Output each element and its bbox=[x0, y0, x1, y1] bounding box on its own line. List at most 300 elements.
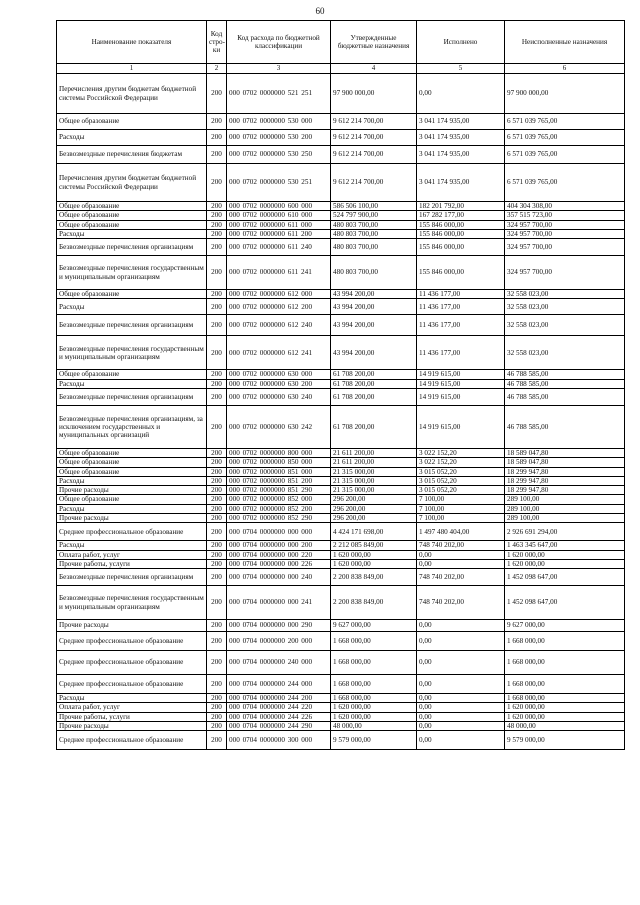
table-row bbox=[57, 256, 625, 290]
column-number-row bbox=[57, 64, 625, 74]
cell-code: 200 bbox=[207, 620, 227, 632]
table-row bbox=[57, 721, 625, 730]
table-row bbox=[57, 239, 625, 256]
cell-code: 200 bbox=[207, 146, 227, 164]
cell-unexecuted: 1 620 000,00 bbox=[505, 703, 625, 712]
cell-executed: 11 436 177,00 bbox=[417, 315, 505, 336]
cell-unexecuted: 324 957 700,00 bbox=[505, 220, 625, 229]
cell-code: 200 bbox=[207, 130, 227, 146]
cell-name: Общее образование bbox=[57, 448, 207, 457]
cell-code: 200 bbox=[207, 379, 227, 388]
cell-bk: 000 0702 0000000 851 000 bbox=[227, 467, 331, 476]
cell-unexecuted: 1 668 000,00 bbox=[505, 675, 625, 694]
cell-code: 200 bbox=[207, 202, 227, 211]
cell-unexecuted: 48 000,00 bbox=[505, 721, 625, 730]
cell-name: Общее образование bbox=[57, 290, 207, 299]
cell-unexecuted: 1 620 000,00 bbox=[505, 550, 625, 559]
cell-name: Общее образование bbox=[57, 495, 207, 504]
table-row bbox=[57, 703, 625, 712]
cell-bk: 000 0702 0000000 611 240 bbox=[227, 239, 331, 256]
cell-unexecuted: 46 788 585,00 bbox=[505, 370, 625, 379]
cell-code: 200 bbox=[207, 731, 227, 750]
table-row bbox=[57, 486, 625, 495]
column-number: 1 bbox=[57, 64, 207, 74]
cell-unexecuted: 18 589 047,80 bbox=[505, 448, 625, 457]
cell-executed: 11 436 177,00 bbox=[417, 299, 505, 315]
table-row bbox=[57, 130, 625, 146]
cell-bk: 000 0702 0000000 851 200 bbox=[227, 476, 331, 485]
cell-executed: 14 919 615,00 bbox=[417, 379, 505, 388]
header-unexecuted-appropriations: Неисполненные назначения bbox=[505, 21, 625, 64]
table-row bbox=[57, 211, 625, 220]
cell-executed: 0,00 bbox=[417, 694, 505, 703]
cell-name: Общее образование bbox=[57, 220, 207, 229]
cell-bk: 000 0704 0000000 244 226 bbox=[227, 712, 331, 721]
cell-approved: 1 668 000,00 bbox=[331, 675, 417, 694]
cell-name: Среднее профессиональное образование bbox=[57, 632, 207, 651]
table-row bbox=[57, 651, 625, 675]
cell-executed: 155 846 000,00 bbox=[417, 239, 505, 256]
cell-approved: 2 200 838 849,00 bbox=[331, 569, 417, 586]
cell-unexecuted: 9 627 000,00 bbox=[505, 620, 625, 632]
cell-unexecuted: 1 463 345 647,00 bbox=[505, 541, 625, 550]
cell-unexecuted: 46 788 585,00 bbox=[505, 379, 625, 388]
table-row bbox=[57, 586, 625, 620]
cell-unexecuted: 18 299 947,80 bbox=[505, 467, 625, 476]
cell-code: 200 bbox=[207, 211, 227, 220]
column-number: 4 bbox=[331, 64, 417, 74]
table-row bbox=[57, 299, 625, 315]
column-number: 6 bbox=[505, 64, 625, 74]
cell-code: 200 bbox=[207, 523, 227, 541]
cell-name: Общее образование bbox=[57, 202, 207, 211]
cell-executed: 1 497 480 404,00 bbox=[417, 523, 505, 541]
cell-name: Безвозмездные перечисления организациям bbox=[57, 239, 207, 256]
cell-bk: 000 0702 0000000 612 240 bbox=[227, 315, 331, 336]
cell-unexecuted: 32 558 023,00 bbox=[505, 299, 625, 315]
cell-approved: 296 200,00 bbox=[331, 513, 417, 522]
cell-name: Общее образование bbox=[57, 467, 207, 476]
cell-executed: 7 100,00 bbox=[417, 504, 505, 513]
cell-name: Оплата работ, услуг bbox=[57, 550, 207, 559]
table-row bbox=[57, 164, 625, 202]
cell-name: Расходы bbox=[57, 504, 207, 513]
cell-code: 200 bbox=[207, 651, 227, 675]
cell-executed: 0,00 bbox=[417, 632, 505, 651]
cell-bk: 000 0704 0000000 000 226 bbox=[227, 559, 331, 568]
cell-approved: 4 424 171 698,00 bbox=[331, 523, 417, 541]
cell-approved: 43 994 200,00 bbox=[331, 299, 417, 315]
page-number: 60 bbox=[315, 6, 325, 16]
cell-code: 200 bbox=[207, 632, 227, 651]
cell-code: 200 bbox=[207, 569, 227, 586]
cell-name: Прочие расходы bbox=[57, 513, 207, 522]
cell-name: Среднее профессиональное образование bbox=[57, 731, 207, 750]
table-row bbox=[57, 405, 625, 448]
cell-bk: 000 0702 0000000 611 200 bbox=[227, 229, 331, 238]
table-row bbox=[57, 694, 625, 703]
cell-executed: 0,00 bbox=[417, 559, 505, 568]
column-number: 5 bbox=[417, 64, 505, 74]
cell-bk: 000 0702 0000000 630 242 bbox=[227, 405, 331, 448]
cell-code: 200 bbox=[207, 299, 227, 315]
cell-approved: 61 708 200,00 bbox=[331, 370, 417, 379]
table-body bbox=[57, 74, 625, 750]
cell-bk: 000 0702 0000000 530 251 bbox=[227, 164, 331, 202]
cell-approved: 9 612 214 700,00 bbox=[331, 146, 417, 164]
column-number: 3 bbox=[227, 64, 331, 74]
cell-bk: 000 0702 0000000 630 000 bbox=[227, 370, 331, 379]
cell-name: Расходы bbox=[57, 476, 207, 485]
cell-executed: 0,00 bbox=[417, 620, 505, 632]
table-row bbox=[57, 315, 625, 336]
cell-name: Безвозмездные перечисления организациям bbox=[57, 315, 207, 336]
cell-code: 200 bbox=[207, 370, 227, 379]
cell-unexecuted: 18 299 947,80 bbox=[505, 486, 625, 495]
header-approved-appropriations: Утвержденные бюджетные назначения bbox=[331, 21, 417, 64]
cell-bk: 000 0704 0000000 000 000 bbox=[227, 523, 331, 541]
table-row bbox=[57, 202, 625, 211]
cell-unexecuted: 1 668 000,00 bbox=[505, 694, 625, 703]
cell-name: Оплата работ, услуг bbox=[57, 703, 207, 712]
cell-unexecuted: 324 957 700,00 bbox=[505, 256, 625, 290]
cell-executed: 0,00 bbox=[417, 651, 505, 675]
cell-unexecuted: 32 558 023,00 bbox=[505, 290, 625, 299]
cell-executed: 11 436 177,00 bbox=[417, 290, 505, 299]
cell-executed: 155 846 000,00 bbox=[417, 220, 505, 229]
cell-bk: 000 0702 0000000 530 250 bbox=[227, 146, 331, 164]
cell-executed: 748 740 202,00 bbox=[417, 569, 505, 586]
table-row bbox=[57, 379, 625, 388]
cell-executed: 3 015 052,20 bbox=[417, 476, 505, 485]
cell-unexecuted: 324 957 700,00 bbox=[505, 239, 625, 256]
cell-code: 200 bbox=[207, 486, 227, 495]
table-row bbox=[57, 146, 625, 164]
cell-name: Среднее профессиональное образование bbox=[57, 675, 207, 694]
cell-approved: 1 668 000,00 bbox=[331, 651, 417, 675]
cell-unexecuted: 1 452 098 647,00 bbox=[505, 569, 625, 586]
column-number: 2 bbox=[207, 64, 227, 74]
table-row bbox=[57, 229, 625, 238]
cell-name: Прочие работы, услуги bbox=[57, 712, 207, 721]
cell-approved: 2 212 085 849,00 bbox=[331, 541, 417, 550]
cell-executed: 3 041 174 935,00 bbox=[417, 114, 505, 130]
cell-code: 200 bbox=[207, 458, 227, 467]
cell-approved: 43 994 200,00 bbox=[331, 336, 417, 370]
cell-bk: 000 0702 0000000 800 000 bbox=[227, 448, 331, 457]
cell-code: 200 bbox=[207, 74, 227, 114]
cell-bk: 000 0702 0000000 530 000 bbox=[227, 114, 331, 130]
cell-approved: 480 803 700,00 bbox=[331, 229, 417, 238]
cell-bk: 000 0702 0000000 630 240 bbox=[227, 388, 331, 405]
cell-name: Общее образование bbox=[57, 211, 207, 220]
cell-name: Расходы bbox=[57, 694, 207, 703]
cell-bk: 000 0704 0000000 244 220 bbox=[227, 703, 331, 712]
cell-code: 200 bbox=[207, 675, 227, 694]
cell-approved: 480 803 700,00 bbox=[331, 220, 417, 229]
cell-approved: 9 612 214 700,00 bbox=[331, 164, 417, 202]
cell-name: Безвозмездные перечисления организациям bbox=[57, 388, 207, 405]
table-row bbox=[57, 74, 625, 114]
cell-approved: 1 620 000,00 bbox=[331, 550, 417, 559]
cell-approved: 61 708 200,00 bbox=[331, 405, 417, 448]
cell-code: 200 bbox=[207, 405, 227, 448]
cell-bk: 000 0704 0000000 240 000 bbox=[227, 651, 331, 675]
table-row bbox=[57, 550, 625, 559]
cell-unexecuted: 6 571 039 765,00 bbox=[505, 164, 625, 202]
cell-name: Безвозмездные перечисления организациям bbox=[57, 569, 207, 586]
cell-name: Общее образование bbox=[57, 370, 207, 379]
header-executed: Исполнено bbox=[417, 21, 505, 64]
cell-approved: 1 620 000,00 bbox=[331, 559, 417, 568]
cell-code: 200 bbox=[207, 712, 227, 721]
cell-approved: 1 620 000,00 bbox=[331, 712, 417, 721]
cell-name: Перечисления другим бюджетам бюджетной системы Российской Федерации bbox=[57, 164, 207, 202]
cell-approved: 9 627 000,00 bbox=[331, 620, 417, 632]
cell-approved: 296 200,00 bbox=[331, 495, 417, 504]
budget-execution-table bbox=[56, 20, 625, 750]
table-row bbox=[57, 632, 625, 651]
cell-unexecuted: 1 620 000,00 bbox=[505, 559, 625, 568]
table-row bbox=[57, 458, 625, 467]
cell-approved: 9 579 000,00 bbox=[331, 731, 417, 750]
cell-executed: 748 740 202,00 bbox=[417, 586, 505, 620]
table-row bbox=[57, 370, 625, 379]
cell-approved: 480 803 700,00 bbox=[331, 256, 417, 290]
header-line-code: Код стро-ки bbox=[207, 21, 227, 64]
cell-approved: 21 611 200,00 bbox=[331, 458, 417, 467]
cell-approved: 61 708 200,00 bbox=[331, 379, 417, 388]
cell-bk: 000 0704 0000000 200 000 bbox=[227, 632, 331, 651]
cell-name: Прочие расходы bbox=[57, 620, 207, 632]
cell-bk: 000 0704 0000000 000 200 bbox=[227, 541, 331, 550]
cell-approved: 2 200 838 849,00 bbox=[331, 586, 417, 620]
cell-approved: 21 611 200,00 bbox=[331, 448, 417, 457]
cell-unexecuted: 357 515 723,00 bbox=[505, 211, 625, 220]
cell-code: 200 bbox=[207, 550, 227, 559]
cell-code: 200 bbox=[207, 114, 227, 130]
table-row bbox=[57, 569, 625, 586]
cell-bk: 000 0702 0000000 530 200 bbox=[227, 130, 331, 146]
cell-code: 200 bbox=[207, 467, 227, 476]
cell-approved: 21 315 000,00 bbox=[331, 486, 417, 495]
table-row bbox=[57, 504, 625, 513]
table-row bbox=[57, 731, 625, 750]
cell-unexecuted: 9 579 000,00 bbox=[505, 731, 625, 750]
cell-name: Расходы bbox=[57, 299, 207, 315]
cell-code: 200 bbox=[207, 315, 227, 336]
cell-executed: 3 022 152,20 bbox=[417, 448, 505, 457]
cell-executed: 3 041 174 935,00 bbox=[417, 130, 505, 146]
cell-code: 200 bbox=[207, 256, 227, 290]
cell-code: 200 bbox=[207, 239, 227, 256]
cell-approved: 9 612 214 700,00 bbox=[331, 114, 417, 130]
cell-approved: 21 315 000,00 bbox=[331, 476, 417, 485]
table-row bbox=[57, 467, 625, 476]
cell-name: Общее образование bbox=[57, 458, 207, 467]
cell-unexecuted: 404 304 308,00 bbox=[505, 202, 625, 211]
cell-executed: 7 100,00 bbox=[417, 513, 505, 522]
cell-executed: 11 436 177,00 bbox=[417, 336, 505, 370]
table-row bbox=[57, 523, 625, 541]
cell-executed: 748 740 202,00 bbox=[417, 541, 505, 550]
cell-name: Безвозмездные перечисления организациям, за исключением государственных и муниципальных организаций bbox=[57, 405, 207, 448]
cell-approved: 524 797 900,00 bbox=[331, 211, 417, 220]
cell-bk: 000 0702 0000000 612 241 bbox=[227, 336, 331, 370]
table-row bbox=[57, 675, 625, 694]
cell-bk: 000 0704 0000000 244 290 bbox=[227, 721, 331, 730]
cell-name: Прочие расходы bbox=[57, 721, 207, 730]
cell-bk: 000 0702 0000000 852 200 bbox=[227, 504, 331, 513]
cell-name: Перечисления другим бюджетам бюджетной системы Российской Федерации bbox=[57, 74, 207, 114]
table-row bbox=[57, 388, 625, 405]
cell-unexecuted: 2 926 691 294,00 bbox=[505, 523, 625, 541]
cell-executed: 0,00 bbox=[417, 74, 505, 114]
cell-code: 200 bbox=[207, 559, 227, 568]
cell-code: 200 bbox=[207, 164, 227, 202]
cell-bk: 000 0702 0000000 630 200 bbox=[227, 379, 331, 388]
table-row bbox=[57, 448, 625, 457]
cell-name: Безвозмездные перечисления бюджетам bbox=[57, 146, 207, 164]
cell-code: 200 bbox=[207, 513, 227, 522]
header-budget-classification-code: Код расхода по бюджетной классификации bbox=[227, 21, 331, 64]
cell-unexecuted: 324 957 700,00 bbox=[505, 229, 625, 238]
table-row bbox=[57, 541, 625, 550]
cell-executed: 0,00 bbox=[417, 721, 505, 730]
cell-unexecuted: 289 100,00 bbox=[505, 504, 625, 513]
cell-executed: 182 201 792,00 bbox=[417, 202, 505, 211]
cell-bk: 000 0704 0000000 244 200 bbox=[227, 694, 331, 703]
cell-code: 200 bbox=[207, 541, 227, 550]
cell-code: 200 bbox=[207, 290, 227, 299]
cell-bk: 000 0704 0000000 244 000 bbox=[227, 675, 331, 694]
cell-code: 200 bbox=[207, 220, 227, 229]
table-row bbox=[57, 290, 625, 299]
cell-code: 200 bbox=[207, 504, 227, 513]
cell-bk: 000 0702 0000000 611 000 bbox=[227, 220, 331, 229]
cell-unexecuted: 1 668 000,00 bbox=[505, 632, 625, 651]
cell-name: Расходы bbox=[57, 229, 207, 238]
cell-bk: 000 0702 0000000 612 000 bbox=[227, 290, 331, 299]
cell-code: 200 bbox=[207, 229, 227, 238]
cell-approved: 296 200,00 bbox=[331, 504, 417, 513]
cell-executed: 3 022 152,20 bbox=[417, 458, 505, 467]
cell-code: 200 bbox=[207, 476, 227, 485]
cell-name: Расходы bbox=[57, 130, 207, 146]
cell-name: Расходы bbox=[57, 379, 207, 388]
cell-unexecuted: 32 558 023,00 bbox=[505, 315, 625, 336]
cell-unexecuted: 6 571 039 765,00 bbox=[505, 146, 625, 164]
cell-executed: 0,00 bbox=[417, 703, 505, 712]
cell-unexecuted: 97 900 000,00 bbox=[505, 74, 625, 114]
cell-executed: 0,00 bbox=[417, 712, 505, 721]
table-row bbox=[57, 336, 625, 370]
cell-bk: 000 0702 0000000 850 000 bbox=[227, 458, 331, 467]
table-row bbox=[57, 476, 625, 485]
cell-unexecuted: 289 100,00 bbox=[505, 495, 625, 504]
cell-approved: 9 612 214 700,00 bbox=[331, 130, 417, 146]
cell-bk: 000 0702 0000000 852 000 bbox=[227, 495, 331, 504]
cell-unexecuted: 32 558 023,00 bbox=[505, 336, 625, 370]
cell-executed: 167 282 177,00 bbox=[417, 211, 505, 220]
table-row bbox=[57, 114, 625, 130]
cell-unexecuted: 46 788 585,00 bbox=[505, 388, 625, 405]
cell-bk: 000 0702 0000000 851 290 bbox=[227, 486, 331, 495]
cell-executed: 155 846 000,00 bbox=[417, 256, 505, 290]
cell-executed: 155 846 000,00 bbox=[417, 229, 505, 238]
cell-bk: 000 0704 0000000 000 241 bbox=[227, 586, 331, 620]
cell-approved: 43 994 200,00 bbox=[331, 290, 417, 299]
cell-executed: 0,00 bbox=[417, 731, 505, 750]
cell-code: 200 bbox=[207, 721, 227, 730]
cell-approved: 21 315 000,00 bbox=[331, 467, 417, 476]
cell-bk: 000 0704 0000000 000 290 bbox=[227, 620, 331, 632]
table-row bbox=[57, 513, 625, 522]
table-row bbox=[57, 559, 625, 568]
cell-name: Безвозмездные перечисления государственным и муниципальным организациям bbox=[57, 256, 207, 290]
cell-approved: 1 620 000,00 bbox=[331, 703, 417, 712]
header-indicator-name: Наименование показателя bbox=[57, 21, 207, 64]
cell-approved: 480 803 700,00 bbox=[331, 239, 417, 256]
cell-unexecuted: 1 668 000,00 bbox=[505, 651, 625, 675]
cell-code: 200 bbox=[207, 694, 227, 703]
cell-bk: 000 0702 0000000 611 241 bbox=[227, 256, 331, 290]
cell-approved: 43 994 200,00 bbox=[331, 315, 417, 336]
cell-unexecuted: 1 452 098 647,00 bbox=[505, 586, 625, 620]
cell-bk: 000 0704 0000000 000 240 bbox=[227, 569, 331, 586]
cell-executed: 3 015 052,20 bbox=[417, 486, 505, 495]
cell-approved: 97 900 000,00 bbox=[331, 74, 417, 114]
cell-unexecuted: 18 589 047,80 bbox=[505, 458, 625, 467]
cell-executed: 0,00 bbox=[417, 550, 505, 559]
cell-approved: 1 668 000,00 bbox=[331, 694, 417, 703]
cell-bk: 000 0704 0000000 300 000 bbox=[227, 731, 331, 750]
cell-executed: 14 919 615,00 bbox=[417, 388, 505, 405]
cell-bk: 000 0702 0000000 600 000 bbox=[227, 202, 331, 211]
cell-name: Безвозмездные перечисления государственным и муниципальным организациям bbox=[57, 336, 207, 370]
cell-bk: 000 0702 0000000 852 290 bbox=[227, 513, 331, 522]
cell-name: Расходы bbox=[57, 541, 207, 550]
cell-code: 200 bbox=[207, 586, 227, 620]
table-row bbox=[57, 495, 625, 504]
cell-unexecuted: 6 571 039 765,00 bbox=[505, 114, 625, 130]
cell-name: Прочие расходы bbox=[57, 486, 207, 495]
cell-code: 200 bbox=[207, 495, 227, 504]
table-row bbox=[57, 220, 625, 229]
cell-code: 200 bbox=[207, 336, 227, 370]
cell-name: Среднее профессиональное образование bbox=[57, 651, 207, 675]
cell-code: 200 bbox=[207, 388, 227, 405]
cell-unexecuted: 1 620 000,00 bbox=[505, 712, 625, 721]
cell-executed: 3 041 174 935,00 bbox=[417, 164, 505, 202]
cell-executed: 14 919 615,00 bbox=[417, 405, 505, 448]
cell-bk: 000 0702 0000000 521 251 bbox=[227, 74, 331, 114]
cell-executed: 14 919 615,00 bbox=[417, 370, 505, 379]
cell-name: Среднее профессиональное образование bbox=[57, 523, 207, 541]
cell-approved: 48 000,00 bbox=[331, 721, 417, 730]
cell-unexecuted: 18 299 947,80 bbox=[505, 476, 625, 485]
cell-executed: 3 015 052,20 bbox=[417, 467, 505, 476]
table-row bbox=[57, 620, 625, 632]
cell-name: Общее образование bbox=[57, 114, 207, 130]
cell-unexecuted: 289 100,00 bbox=[505, 513, 625, 522]
cell-name: Прочие работы, услуги bbox=[57, 559, 207, 568]
cell-unexecuted: 6 571 039 765,00 bbox=[505, 130, 625, 146]
cell-code: 200 bbox=[207, 448, 227, 457]
cell-bk: 000 0704 0000000 000 220 bbox=[227, 550, 331, 559]
cell-bk: 000 0702 0000000 612 200 bbox=[227, 299, 331, 315]
cell-executed: 0,00 bbox=[417, 675, 505, 694]
